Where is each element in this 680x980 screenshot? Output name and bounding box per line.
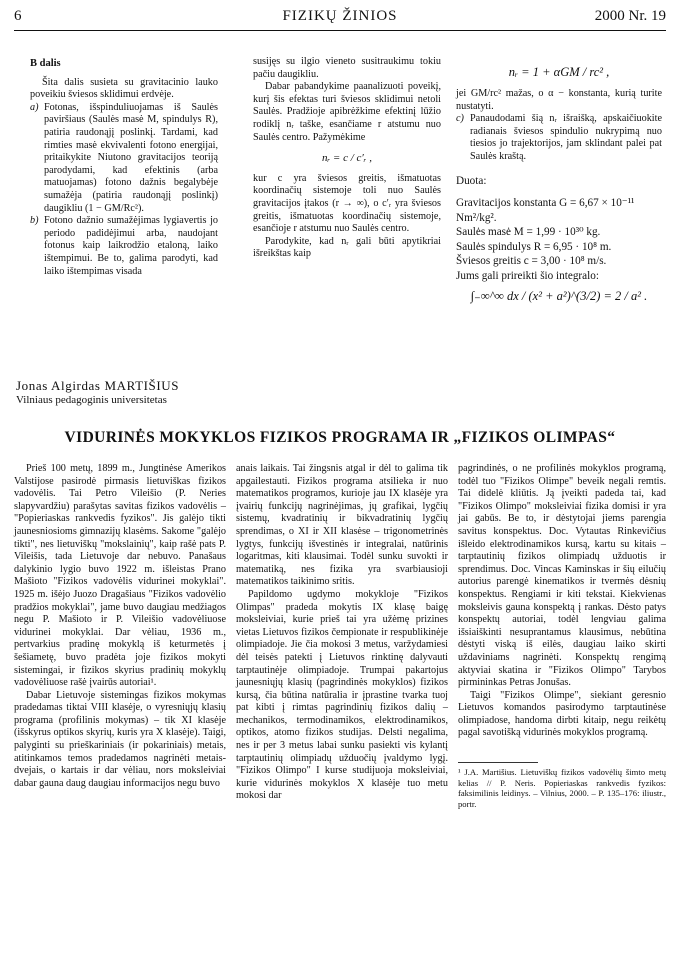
author-name: Jonas Algirdas MARTIŠIUS <box>16 378 180 393</box>
paragraph: Papildomo ugdymo mokykloje "Fizikos Olimpas" pradeda mokytis IX klasę baigę moksleiviai, kurie prieš tai yra užėmę prizines vietas Lietuvos fizikos čempionate ir respublikinėje olimpiadoje. Jie čia mokosi 3 metus, varžydamiesi dėl teisės patekti į Lietuvos rinktinę dalyvauti tarptautinėje olimpiadoje. Trumpai pakartojus jaunesniųjų klasių (pagrindinės mokyklos) fizikos kursą, čia būtina natūralia ir įprastine tvarka tuoj pat kibti į rimtas pagrindinių fizikos dalių – mechanikos, termodinamikos, elektrodinamikos, optikos, atomo fizikos studijas. Delsti negalima, nes ir per 3 metus labai sunku pasiekti vis kylantį tarptautinių olimpiadų užduočių įvaldymo lygį. "Fizikos Olimpo" I kurse studijuoja moksleiviai, kurie vidurinės mokyklos X klasėje tuo metu mokosi dar <box>236 588 448 802</box>
item-c-text: Panaudodami šią nᵣ išraišką, apskaičiuokite radianais šviesos spindulio nukrypimą nuo tiesios jo trajektorijos, jam sklindant palei pat Saulės kraštą. <box>470 113 662 162</box>
article-column-2 <box>236 463 448 803</box>
section-heading: B dalis <box>30 58 61 69</box>
paragraph: kur c yra šviesos greitis, išmatuotas koordinačių sistemoje toli nuo Saulės gravitacijos įtakos (r → ∞), o c′ᵣ yra šviesos greitis, išmatuotas koordinačių sistemoje, esančioje r atstumu nuo Saulės centro. <box>253 172 441 235</box>
formula-refractive-index: nᵣ = c / c′ᵣ , <box>321 152 373 165</box>
item-a-label: a) <box>30 101 39 113</box>
article-column-1 <box>14 463 226 790</box>
author-institution: Vilniaus pedagoginis universitetas <box>16 394 167 406</box>
item-b <box>30 215 218 278</box>
footnote: ¹ J.A. Martišius. Lietuviškų fizikos vadovėlių šimto metų kelias // P. Neris. Popieriaskas rankvedis fyzikos: faksimilinis leidinys. – Vilnius, 2000. – P. 135–176: iliustr., portr. <box>458 767 666 809</box>
issue-number: 2000 Nr. 19 <box>594 8 666 24</box>
problem-column-3 <box>456 60 662 304</box>
paragraph: Dabar Lietuvoje sistemingas fizikos mokymas pradedamas tiktai VIII klasėje, o vyresniųjų klasių programa (profilinis mokymas) – tik XI klasėje (išskyrus optikos skyrių, kuris yra X klasėje). Taigi, palyginti su prieškariniais (ir pokariniais) metais, atitinkamos temos pradedamos nagrinėti metais-dvejais, o kartais ir dar vėliau, nors moksleiviai dabar gauna daug daugiau informacijos negu buvo <box>14 689 226 789</box>
item-a-text: Fotonas, išspinduliuojamas iš Saulės paviršiaus (Saulės masė M, spindulys R), patiria raudonąjį poslinkį. Tardami, kad rimties masė ekvivalenti fotono energijai, pritaikykite Niutono gravitacijos teoriją parodydami, kad efektinis (arba matuojamas) fotono dažnis begalybėje sumažėja (patiria raudonąjį poslinkį) daugikliu (1 − GM/Rc²). <box>44 101 218 214</box>
given-m: Saulės masė M = 1,99 · 10³⁰ kg. <box>456 226 601 239</box>
paragraph: Prieš 100 metų, 1899 m., Jungtinėse Amerikos Valstijose pasirodė pirmasis lietuviškas fizikos vadovėlis. Tai Petro Vileišio (P. Neries slapyvardžiu) parašytas savitas fizikos vadovėlis – "Popieriaskas rankvedis fyzikos". Jis galėjo tikti jaunesniosioms gimnazijų klasėms. Sakome "galėjo tikti", nes lietuviškų "mokslainių", kaip rašė pats P. Vileišis, tada Lietuvoje dar nebuvo. Panašaus dalykinio lygio buvo 1922 m. išleistas Prano Mašioto "Fizikos vadovėlis vidurinei mokyklai". 1925 m. išėjo Juozo Dragašiaus "Fizikos vadovėlio pradžios mokyklai", jame buvo daugiau medžiagos negu P. Mašioto ir P. Vileišio vadovėliuose vidurinei mokyklai. Dar vėliau, 1936 m., pertvarkius pradinę mokyklą iš keturmetės į šešiametę, buvo pradėta joje fizikos mokyti sistemingai, ir fizikos skyrius pradinių mokyklų vadovėliuose rašė įvairūs autoriai¹. <box>14 463 226 689</box>
problem-column-1 <box>30 58 218 278</box>
paragraph: anais laikais. Tai žingsnis atgal ir dėl to galima tik apgailestauti. Fizikos programa atsilieka ir nuo matematikos programos, kurioje jau IX klasėje yra įvairių funkcijų nagrinėjimas, jų grafikai, lygčių sistemų, kvadratinių ir bikvadratinių lygčių sprendimas, o XI ir XII klasėse – trigonometrinės lygtys, funkcijų išvestinės ir integralai, natūrinis logaritmas, kiti klausimai. Todėl sunku suvokti ir matematiką, nes fizika yra svarbiausioji matematikos taikinimo sritis. <box>236 463 448 588</box>
article-column-3 <box>458 463 666 809</box>
given-r: Saulės spindulys R = 6,95 · 10⁸ m. <box>456 240 612 253</box>
paragraph: susijęs su ilgio vieneto susitraukimu tokiu pačiu daugikliu. <box>253 56 441 80</box>
paragraph: Taigi "Fizikos Olimpe", siekiant geresnio Lietuvos komandos pasirodymo tarptautinėse olimpiadose, handoma dirbti kitaip, negu reikėtų pagal savotišką vidurinės mokyklos programą. <box>458 689 666 739</box>
item-a <box>30 102 218 215</box>
given-data <box>456 174 662 304</box>
integral-formula: ∫₋∞^∞ dx / (x² + a²)^(3/2) = 2 / a² . <box>470 289 648 304</box>
item-b-label: b) <box>30 215 39 227</box>
item-c <box>456 113 662 163</box>
given-c: Šviesos greitis c = 3,00 · 10⁸ m/s. <box>456 255 607 268</box>
page-number: 6 <box>14 8 22 24</box>
paragraph: Parodykite, kad nᵣ gali būti apytikriai išreikštas kaip <box>253 235 441 260</box>
page-header <box>14 8 666 31</box>
problem-column-2 <box>253 56 441 261</box>
item-c-label: c) <box>456 113 464 125</box>
formula-approximation: nᵣ = 1 + αGM / rc² , <box>508 65 610 79</box>
footnote-rule <box>458 762 538 763</box>
paragraph: pagrindinės, o ne profilinės mokyklos programą, todėl tuo "Fizikos Olimpe" beveik negali remtis. Tai didelė kliūtis. Ją įveikti padeda tai, kad "Fizikos Olimpo" moksleiviai fizika domisi ir yra jai gabūs. Be to, ir dėstytojai jiems parengia savitus konspektus. Doc. Vytautas Rinkevičius išleido elektrodinamikos kursą, kartu su kitais – tarptautinių fizikos olimpiadų užduotis ir sprendimus. Doc. Vincas Kaminskas ir šių eilučių autorius parengė kinematikos ir tvermės dėsnių konspektus. Rengiami ir kiti tekstai. Kiekvienas moksleivis gauna konspektą į rankas. Dėsto patys konspektų autoriai, todėl lengviau galima išsiaiškinti nesuprantamus klausimus, nebūtina dėstyti viską iš eilės, daugiau laiko skirti uždaviniams nagrinėti. Konspektų rengimą aktyviai skatina ir "Fizikos Olimpo" Tarybos pirmininkas Petras Jonušas. <box>458 463 666 689</box>
paragraph: jei GM/rc² mažas, o α − konstanta, kurią turite nustatyti. <box>456 88 662 112</box>
intro-paragraph: Šita dalis susieta su gravitacinio lauko poveikiu šviesos sklidimui erdvėje. <box>30 76 218 101</box>
item-b-text: Fotono dažnio sumažėjimas lygiavertis jo periodo padidėjimui arba, naudojant fotonus kaip laikrodžio etaloną, laiko ištempimui. Be to, galima parodyti, kad laiko ištempimas visada <box>44 215 218 277</box>
author-block <box>16 378 316 406</box>
given-g: Gravitacijos konstanta G = 6,67 × 10⁻¹¹ Nm²/kg². <box>456 197 635 224</box>
given-heading: Duota: <box>456 174 487 187</box>
paragraph: Dabar pabandykime paanalizuoti poveikį, kurį šis efektas turi šviesos sklidimui netoli Saulės. Pradžioje apibrėžkime efektinį lūžio rodiklį nᵣ taške, esančiame r atstumu nuo Saulės centro. Pažymėkime <box>253 81 441 143</box>
article-title: VIDURINĖS MOKYKLOS FIZIKOS PROGRAMA IR „FIZIKOS OLIMPAS“ <box>64 429 616 446</box>
integral-hint: Jums gali prireikti šio integralo: <box>456 269 599 282</box>
journal-title: FIZIKŲ ŽINIOS <box>282 8 398 24</box>
